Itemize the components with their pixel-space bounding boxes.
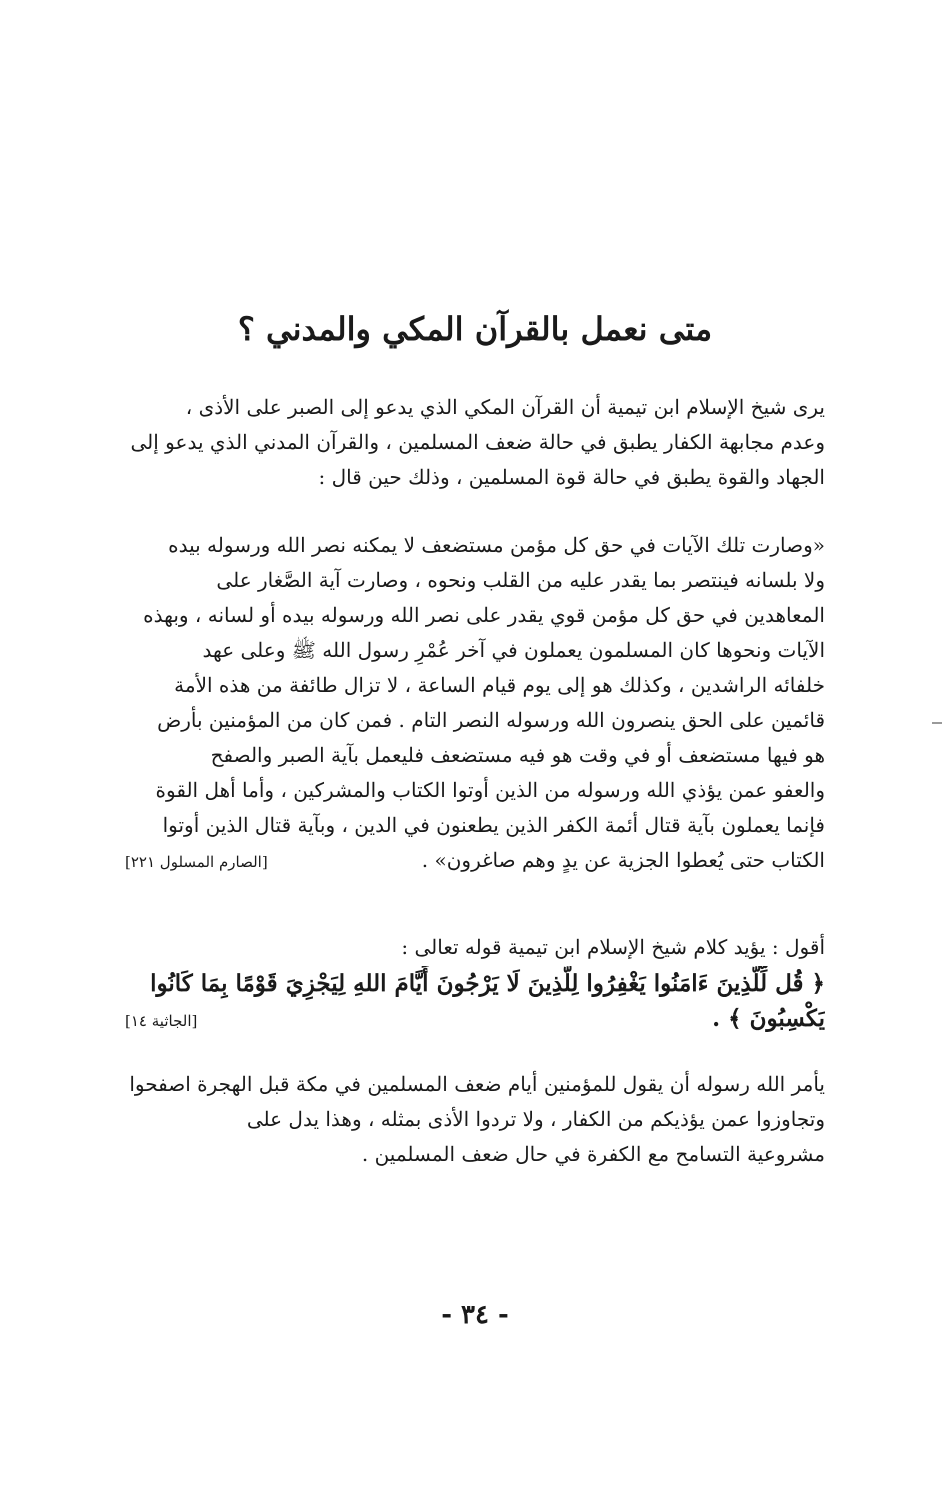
verse-reference: [الجاثية ١٤] [125, 1012, 198, 1030]
quote-line: الآيات ونحوها كان المسلمون يعملون في آخر عُمْرِ رسول الله ﷺ وعلى عهد [202, 638, 825, 662]
intro-line: الجهاد والقوة يطبق في حالة قوة المسلمين ، وذلك حين قال : [318, 465, 825, 489]
scan-margin-mark [932, 722, 942, 724]
explanation-line: يأمر الله رسوله أن يقول للمؤمنين أيام ضعف المسلمين في مكة قبل الهجرة اصفحوا [129, 1072, 825, 1096]
explanation-line: مشروعية التسامح مع الكفرة في حال ضعف المسلمين . [361, 1142, 825, 1166]
explanation-line: وتجاوزوا عمن يؤذيكم من الكفار ، ولا تردوا الأذى بمثله ، وهذا يدل على [246, 1107, 825, 1131]
author-comment [125, 930, 825, 965]
verse-line: ﴿ قُل لِّلَّذِينَ ءَامَنُوا يَغْفِرُوا لِلَّذِينَ لَا يَرْجُونَ أَيَّامَ اللهِ لِيَجْزِيَ قَوْمًا بِمَا كَانُوا [150, 970, 825, 997]
quran-verse [125, 966, 825, 1036]
quote-line: فإنما يعملون بآية قتال أئمة الكفر الذين يطعنون في الدين ، وبآية قتال الذين أوتوا [162, 813, 825, 837]
quote-line: قائمين على الحق ينصرون الله ورسوله النصر التام . فمن كان من المؤمنين بأرض [157, 708, 825, 732]
quote-closing-line [125, 843, 825, 878]
quote-source-reference: [الصارم المسلول ٢٢١] [125, 853, 268, 871]
page-number: - ٣٤ - [441, 1300, 509, 1330]
intro-line: وعدم مجابهة الكفار يطبق في حالة ضعف المسلمين ، والقرآن المدني الذي يدعو إلى [130, 430, 825, 454]
quote-line: هو فيها مستضعف أو في وقت هو فيه مستضعف فليعمل بآية الصبر والصفح [210, 743, 825, 767]
verse-closing-line [125, 1001, 825, 1036]
quote-line: خلفائه الراشدين ، وكذلك هو إلى يوم قيام الساعة ، لا تزال طائفة من هذه الأمة [174, 673, 825, 697]
page-title: متى نعمل بالقرآن المكي والمدني ؟ [237, 310, 713, 348]
ibn-taymiyyah-quote [125, 528, 825, 878]
intro-paragraph [125, 390, 825, 495]
explanation-paragraph [125, 1067, 825, 1172]
intro-line: يرى شيخ الإسلام ابن تيمية أن القرآن المكي الذي يدعو إلى الصبر على الأذى ، [185, 395, 825, 419]
verse-last-text: يَكْسِبُونَ ﴾ . [712, 1005, 825, 1032]
author-comment-line: أقول : يؤيد كلام شيخ الإسلام ابن تيمية قوله تعالى : [401, 935, 825, 959]
quote-line: ولا بلسانه فينتصر بما يقدر عليه من القلب ونحوه ، وصارت آية الصَّغار على [216, 568, 825, 592]
quote-line: «وصارت تلك الآيات في حق كل مؤمن مستضعف لا يمكنه نصر الله ورسوله بيده [168, 533, 825, 557]
quote-line: والعفو عمن يؤذي الله ورسوله من الذين أوتوا الكتاب والمشركين ، وأما أهل القوة [155, 778, 825, 802]
quote-last-text: الكتاب حتى يُعطوا الجزية عن يدٍ وهم صاغرون» . [421, 848, 825, 872]
quote-line: المعاهدين في حق كل مؤمن قوي يقدر على نصر الله ورسوله بيده أو لسانه ، وبهذه [143, 603, 825, 627]
